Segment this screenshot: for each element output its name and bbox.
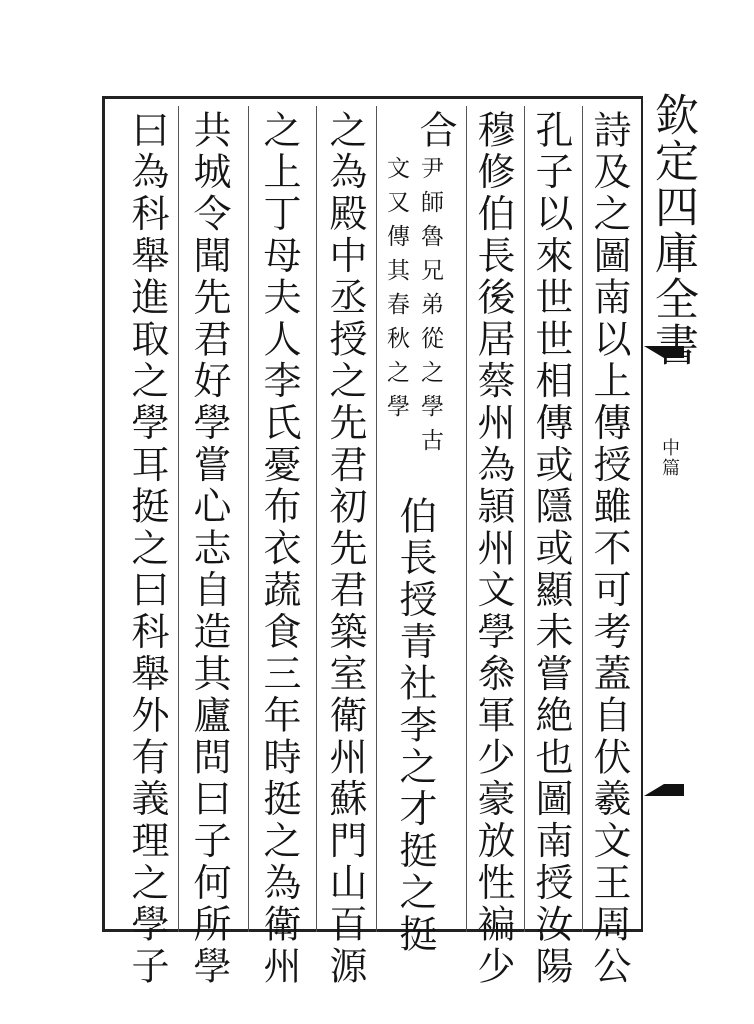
text-column: 伯長授青社李之才挺之挺 bbox=[393, 496, 437, 956]
text-column: 穆修伯長後居蔡州為頴州文學叅軍少豪放性褊少 bbox=[471, 110, 515, 988]
annotation-line-1: 尹師魯兄弟從之學古 bbox=[417, 156, 443, 462]
column-rule bbox=[248, 106, 249, 932]
column-rule bbox=[524, 106, 525, 932]
text-column-head: 合 bbox=[413, 110, 457, 152]
text-column: 詩及之圖南以上傳授雖不可考蓋自伏羲文王周公 bbox=[587, 110, 631, 988]
fishtail-mark-bottom bbox=[644, 784, 684, 796]
column-rule bbox=[582, 106, 583, 932]
text-column: 曰為科舉進取之學耳挺之曰科舉外有義理之學子 bbox=[125, 110, 169, 988]
column-rule bbox=[376, 106, 377, 932]
column-rule bbox=[178, 106, 179, 932]
column-rule bbox=[316, 106, 317, 932]
book-title-margin: 欽定四庫全書 bbox=[647, 92, 698, 368]
text-column: 共城令聞先君好學嘗心志自造其廬問曰子何所學 bbox=[187, 110, 231, 988]
annotation-line-2: 文又傳其春秋之學 bbox=[383, 156, 409, 428]
text-column: 之為殿中丞授之先君初先君築室衛州蘇門山百源 bbox=[323, 110, 367, 988]
text-column: 孔子以來世世相傳或隱或顯未嘗絶也圖南授汝陽 bbox=[529, 110, 573, 988]
fishtail-mark-top bbox=[644, 346, 684, 358]
column-rule bbox=[466, 106, 467, 932]
text-column: 之上丁母夫人李氏憂布衣蔬食三年時挺之為衛州 bbox=[257, 110, 301, 988]
volume-label: 中篇 bbox=[659, 438, 680, 478]
